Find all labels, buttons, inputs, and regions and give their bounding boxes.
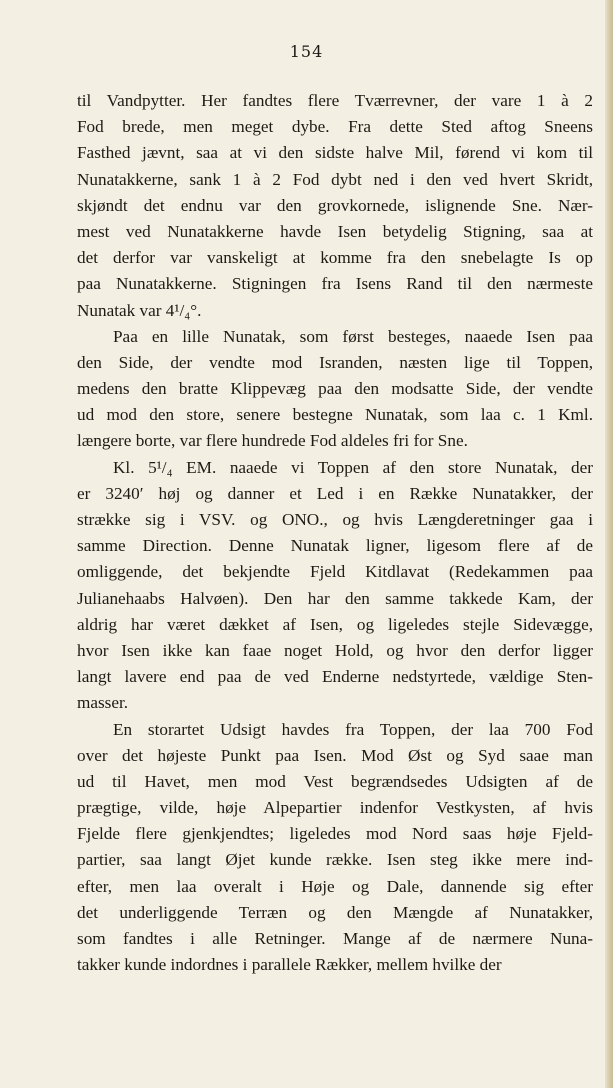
paragraph	[77, 88, 593, 324]
body-text	[77, 88, 593, 978]
text-line: Fod brede, men meget dybe. Fra dette Sted aftog Sneens	[77, 117, 593, 137]
text-line: Paa en lille Nunatak, som først besteges, naaede Isen paa	[113, 326, 593, 346]
text-line: over det højeste Punkt paa Isen. Mod Øst og Syd saae man	[77, 745, 593, 765]
text-line: En storartet Udsigt havdes fra Toppen, der laa 700 Fod	[113, 719, 593, 739]
text-line: skjøndt det endnu var den grovkornede, islignende Sne. Nær-	[77, 195, 593, 215]
text-line: til Vandpytter. Her fandtes flere Tværrevner, der vare 1 à 2	[77, 91, 593, 110]
text-line: mest ved Nunatakkerne havde Isen betydelig Stigning, saa at	[77, 221, 593, 241]
text-line: takker kunde indordnes i parallele Rækker, mellem hvilke der	[77, 955, 502, 975]
text-line: er 3240′ høj og danner et Led i en Række Nunatakker, der	[77, 483, 593, 503]
text-line: som fandtes i alle Retninger. Mange af de nærmere Nuna-	[77, 929, 593, 948]
text-line: Nunatakkerne, sank 1 à 2 Fod dybt ned i den ved hvert Skridt,	[77, 169, 593, 189]
paragraph	[77, 455, 593, 717]
text-line: Kl. 5¹/₄ EM. naaede vi Toppen af den store Nunatak, der	[113, 457, 593, 477]
text-line: langt lavere end paa de ved Enderne nedstyrtede, vældige Sten-	[77, 667, 593, 687]
text-line: samme Direction. Denne Nunatak ligner, ligesom flere af de	[77, 536, 593, 556]
text-line: Fasthed jævnt, saa at vi den sidste halve Mil, førend vi kom til	[77, 143, 593, 163]
text-line: masser.	[77, 693, 129, 713]
text-line: længere borte, var flere hundrede Fod aldeles fri for Sne.	[77, 431, 468, 451]
text-line: Nunatak var 4¹/₄°.	[77, 300, 202, 320]
text-line: ud mod den store, senere bestegne Nunatak, som laa c. 1 Kml.	[77, 405, 593, 425]
text-line: Julianehaabs Halvøen). Den har den samme takkede Kam, der	[77, 588, 593, 608]
text-line: den Side, der vendte mod Isranden, næsten lige til Toppen,	[77, 352, 593, 372]
paragraph	[77, 717, 593, 979]
text-line: det derfor var vanskeligt at komme fra den snebelagte Is op	[77, 248, 593, 268]
text-line: strække sig i VSV. og ONO., og hvis Længderetninger gaa i	[77, 510, 593, 529]
text-line: hvor Isen ikke kan faae noget Hold, og hvor den derfor ligger	[77, 640, 593, 660]
text-line: partier, saa langt Øjet kunde række. Isen steg ikke mere ind-	[77, 850, 593, 870]
text-line: ud til Havet, men mod Vest begrændsedes Udsigten af de	[77, 771, 593, 791]
text-line: aldrig har været dækket af Isen, og ligeledes stejle Sidevægge,	[77, 614, 593, 634]
text-line: omliggende, det bekjendte Fjeld Kitdlavat (Redekammen paa	[77, 562, 593, 582]
paragraph	[77, 324, 593, 455]
text-line: paa Nunatakkerne. Stigningen fra Isens Rand til den nærmeste	[77, 274, 593, 294]
page-edge	[605, 0, 613, 1088]
text-line: Fjelde flere gjenkjendtes; ligeledes mod Nord saas høje Fjeld-	[77, 824, 593, 844]
text-line: det underliggende Terræn og den Mængde af Nunatakker,	[77, 902, 593, 922]
page-number: 154	[289, 42, 324, 61]
text-line: efter, men laa overalt i Høje og Dale, dannende sig efter	[77, 876, 593, 896]
text-line: prægtige, vilde, høje Alpepartier indenfor Vestkysten, af hvis	[77, 798, 593, 818]
text-line: medens den bratte Klippevæg paa den modsatte Side, der vendte	[77, 379, 593, 399]
